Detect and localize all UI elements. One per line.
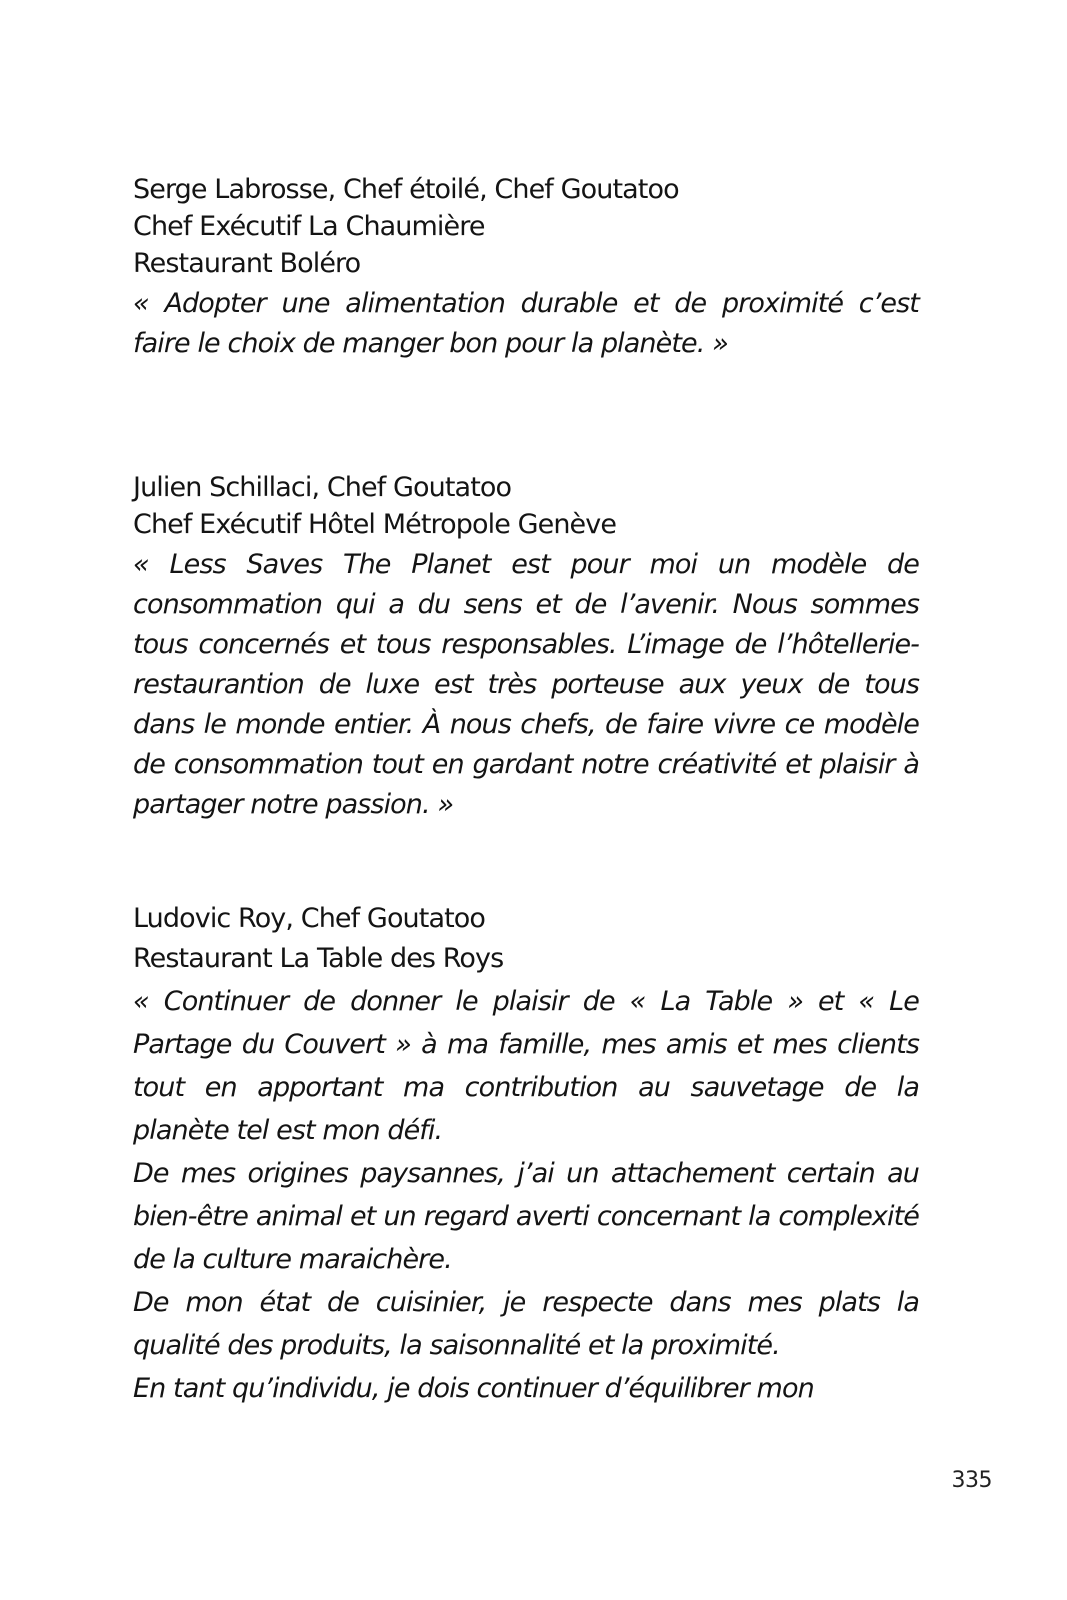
chef-role-line: Chef Exécutif La Chaumière — [133, 211, 485, 242]
quote-paragraph: De mon état de cuisinier, je respecte dans mes plats la qualité des produits, la saisonnalité et la proximité. — [133, 1287, 919, 1361]
chef-quote — [133, 284, 919, 364]
page-number: 335 — [951, 1468, 992, 1493]
quote-paragraph: « Continuer de donner le plaisir de « La Table » et « Le Partage du Couvert » à ma famille, mes amis et mes clients tout en apportant ma contribution au sauvetage de la planète tel est mon défi. — [133, 986, 919, 1146]
chef-entry-serge-labrosse — [133, 171, 919, 364]
quote-paragraph: « Less Saves The Planet est pour moi un modèle de consommation qui a du sens et de l’avenir. Nous sommes tous concernés et tous responsables. L’image de l’hôtellerie-restaurantion de luxe est très porteuse aux yeux de tous dans le monde entier. À nous chefs, de faire vivre ce modèle de consommation tout en gardant notre créativité et plaisir à partager notre passion. » — [133, 549, 919, 820]
chef-quote — [133, 545, 919, 825]
chef-name-line: Julien Schillaci, Chef Goutatoo — [133, 472, 512, 503]
chef-name-line: Ludovic Roy, Chef Goutatoo — [133, 903, 486, 934]
chef-entry-julien-schillaci — [133, 469, 919, 825]
quote-paragraph: De mes origines paysannes, j’ai un attachement certain au bien-être animal et un regard averti concernant la complexité de la culture maraichère. — [133, 1158, 919, 1275]
quote-paragraph: En tant qu’individu, je dois continuer d’équilibrer mon — [133, 1373, 814, 1404]
quote-paragraph: « Adopter une alimentation durable et de proximité c’est faire le choix de manger bon pour la planète. » — [133, 288, 919, 359]
chef-role-line: Chef Exécutif Hôtel Métropole Genève — [133, 509, 617, 540]
chef-restaurant-line: Restaurant Boléro — [133, 248, 361, 279]
chef-restaurant-line: Restaurant La Table des Roys — [133, 943, 504, 974]
chef-entry-ludovic-roy — [133, 899, 919, 1410]
chef-quote — [133, 980, 919, 1410]
chef-name-line: Serge Labrosse, Chef étoilé, Chef Goutatoo — [133, 174, 679, 205]
